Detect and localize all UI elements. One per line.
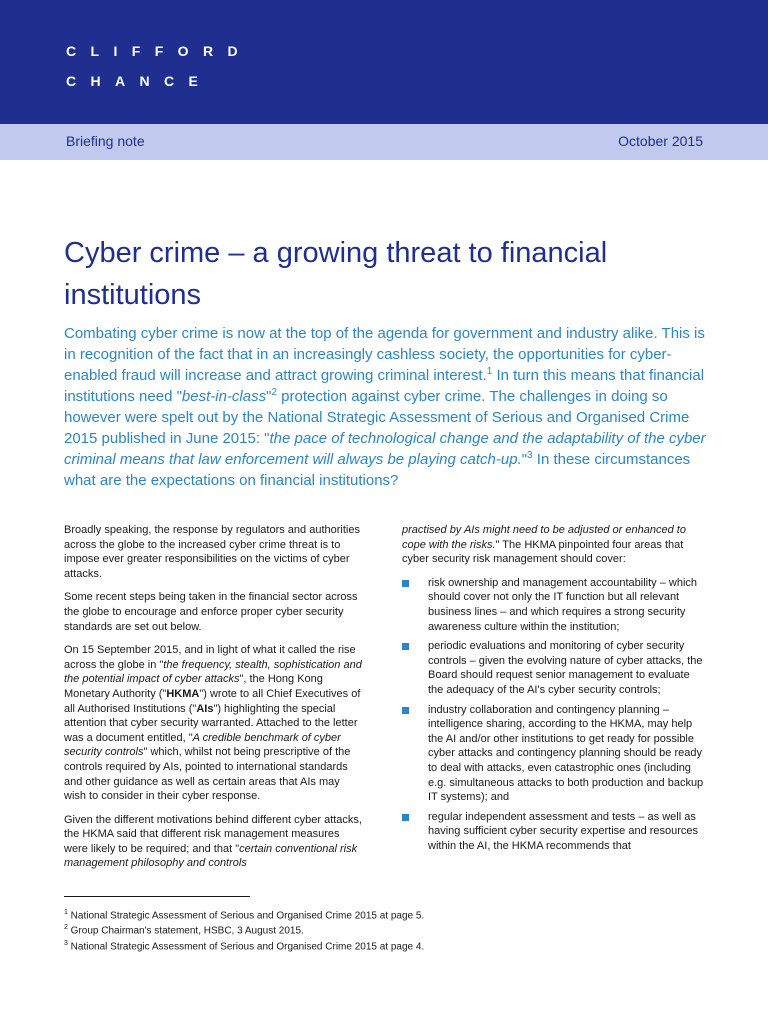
left-paragraph-2: Some recent steps being taken in the financial sector across the globe to encourage and enforce proper cyber security standards are set out below.	[64, 591, 358, 633]
right-intro-paragraph	[402, 523, 708, 567]
list-item-text: periodic evaluations and monitoring of cyber security controls – given the evolving nature of cyber attacks, the Board should request senior management to evaluate the adequacy of the AI's cyber security controls;	[428, 640, 703, 696]
list-item-text: risk ownership and management accountability – which should cover not only the IT function but all relevant business lines – and which requires a strong security awareness culture within the institution;	[428, 576, 698, 633]
left-column	[64, 523, 364, 880]
clifford-chance-logo	[66, 36, 252, 96]
logo-line-1: CLIFFORD	[66, 43, 252, 59]
footnote-ref-2: 2	[271, 387, 277, 398]
list-item	[402, 576, 708, 634]
right-column	[402, 523, 708, 858]
intro-text-2: In turn this means that financial institutions need "	[64, 367, 705, 405]
bullet-square-icon	[402, 643, 409, 650]
text-span: ") wrote to all Chief Executives of all Authorised Institutions ("	[64, 687, 361, 715]
defined-term-hkma: HKMA	[166, 687, 200, 700]
intro-text-6: In these circumstances what are the expectations on financial institutions?	[64, 451, 691, 489]
page-title: Cyber crime – a growing threat to financial institutions	[64, 237, 608, 311]
quote-span: A credible benchmark of cyber security controls	[64, 731, 341, 759]
intro-text-4: protection against cyber crime. The challenges in doing so however were spelt out by the National Strategic Assessment of Serious and Organised Crime 2015 published in June 2015: "	[64, 388, 690, 447]
quote-span: practised by AIs might need to be adjusted or enhanced to cope with the risks.	[402, 524, 686, 551]
quote-span: the frequency, stealth, sophistication and the potential impact of cyber attacks	[64, 658, 362, 686]
cyber-risk-areas-list	[402, 576, 708, 854]
bullet-square-icon	[402, 814, 409, 821]
text-span: Given the different motivations behind different cyber attacks, the HKMA said that different risk management measures were likely to be required; and that "	[64, 813, 362, 855]
footnote-ref-1: 1	[486, 366, 493, 377]
list-item-text: industry collaboration and contingency planning – intelligence sharing, according to the HKMA, may help the AI and/or other institutions to get ready for possible cyber attacks and contingency planning should be ready to deal with attacks, even catastrophic ones (including e.g. simultaneous attacks to both production and backup IT systems); and	[428, 703, 704, 804]
subheader-bar	[0, 124, 768, 160]
footnote-text: National Strategic Assessment of Serious and Organised Crime 2015 at page 4.	[67, 940, 425, 952]
document-type: Briefing note	[66, 133, 145, 149]
footnotes	[64, 907, 704, 953]
footnote-number: 3	[64, 939, 68, 947]
footnote-text: Group Chairman's statement, HSBC, 3 August 2015.	[67, 925, 304, 937]
list-item	[402, 810, 708, 854]
bullet-square-icon	[402, 707, 409, 714]
intro-paragraph	[64, 323, 720, 491]
footnote-1	[64, 907, 704, 922]
text-span: On 15 September 2015, and in light of what it called the rise across the globe in "	[64, 644, 356, 671]
intro-emphasis-best-in-class: best-in-class	[181, 388, 267, 405]
document-date: October 2015	[618, 133, 703, 149]
intro-text-5: "	[521, 451, 528, 468]
text-span: ") highlighting the special attention that cyber security warranted. Attached to the letter was a document entitled, "	[64, 702, 358, 744]
quote-span: certain conventional risk management philosophy and controls	[64, 842, 358, 870]
footnote-text: National Strategic Assessment of Serious and Organised Crime 2015 at page 5.	[67, 910, 425, 922]
logo-line-2: CHANCE	[66, 73, 213, 89]
text-span: " The HKMA pinpointed four areas that cyber security risk management should cover:	[402, 538, 684, 566]
left-paragraph-3	[64, 643, 364, 804]
intro-text-1: Combating cyber crime is now at the top of the agenda for government and industry alike. This is in recognition of the fact that in an increasingly cashless society, the opportunities for cyber-enabled fraud will increase and attract growing criminal interest.	[64, 325, 705, 384]
list-item	[402, 703, 708, 805]
defined-term-ais: AIs	[196, 702, 214, 715]
footnote-number: 2	[64, 924, 68, 932]
footnote-3	[64, 938, 704, 953]
footnote-divider	[64, 896, 250, 897]
footnote-2	[64, 922, 704, 937]
text-span: " which, whilst not being prescriptive of the controls required by AIs, pointed to international standards and other guidance as well as certain areas that AIs may wish to consider in their cyber response.	[64, 746, 351, 803]
list-item	[402, 639, 708, 697]
footnote-number: 1	[64, 909, 68, 916]
left-paragraph-1: Broadly speaking, the response by regulators and authorities across the globe to the increased cyber crime threat is to impose ever greater responsibilities on the victims of cyber attacks.	[64, 524, 360, 580]
header-banner	[0, 0, 768, 124]
list-item-text: regular independent assessment and tests – as well as having sufficient cyber security expertise and resources within the AI, the HKMA recommends that	[428, 810, 699, 852]
intro-text-3: "	[266, 388, 272, 405]
left-paragraph-4	[64, 813, 364, 871]
bullet-square-icon	[402, 580, 409, 587]
footnote-ref-3: 3	[527, 450, 533, 461]
intro-quote: the pace of technological change and the adaptability of the cyber criminal means that law enforcement will always be playing catch-up.	[64, 430, 706, 468]
text-span: ", the Hong Kong Monetary Authority ("	[64, 673, 323, 700]
